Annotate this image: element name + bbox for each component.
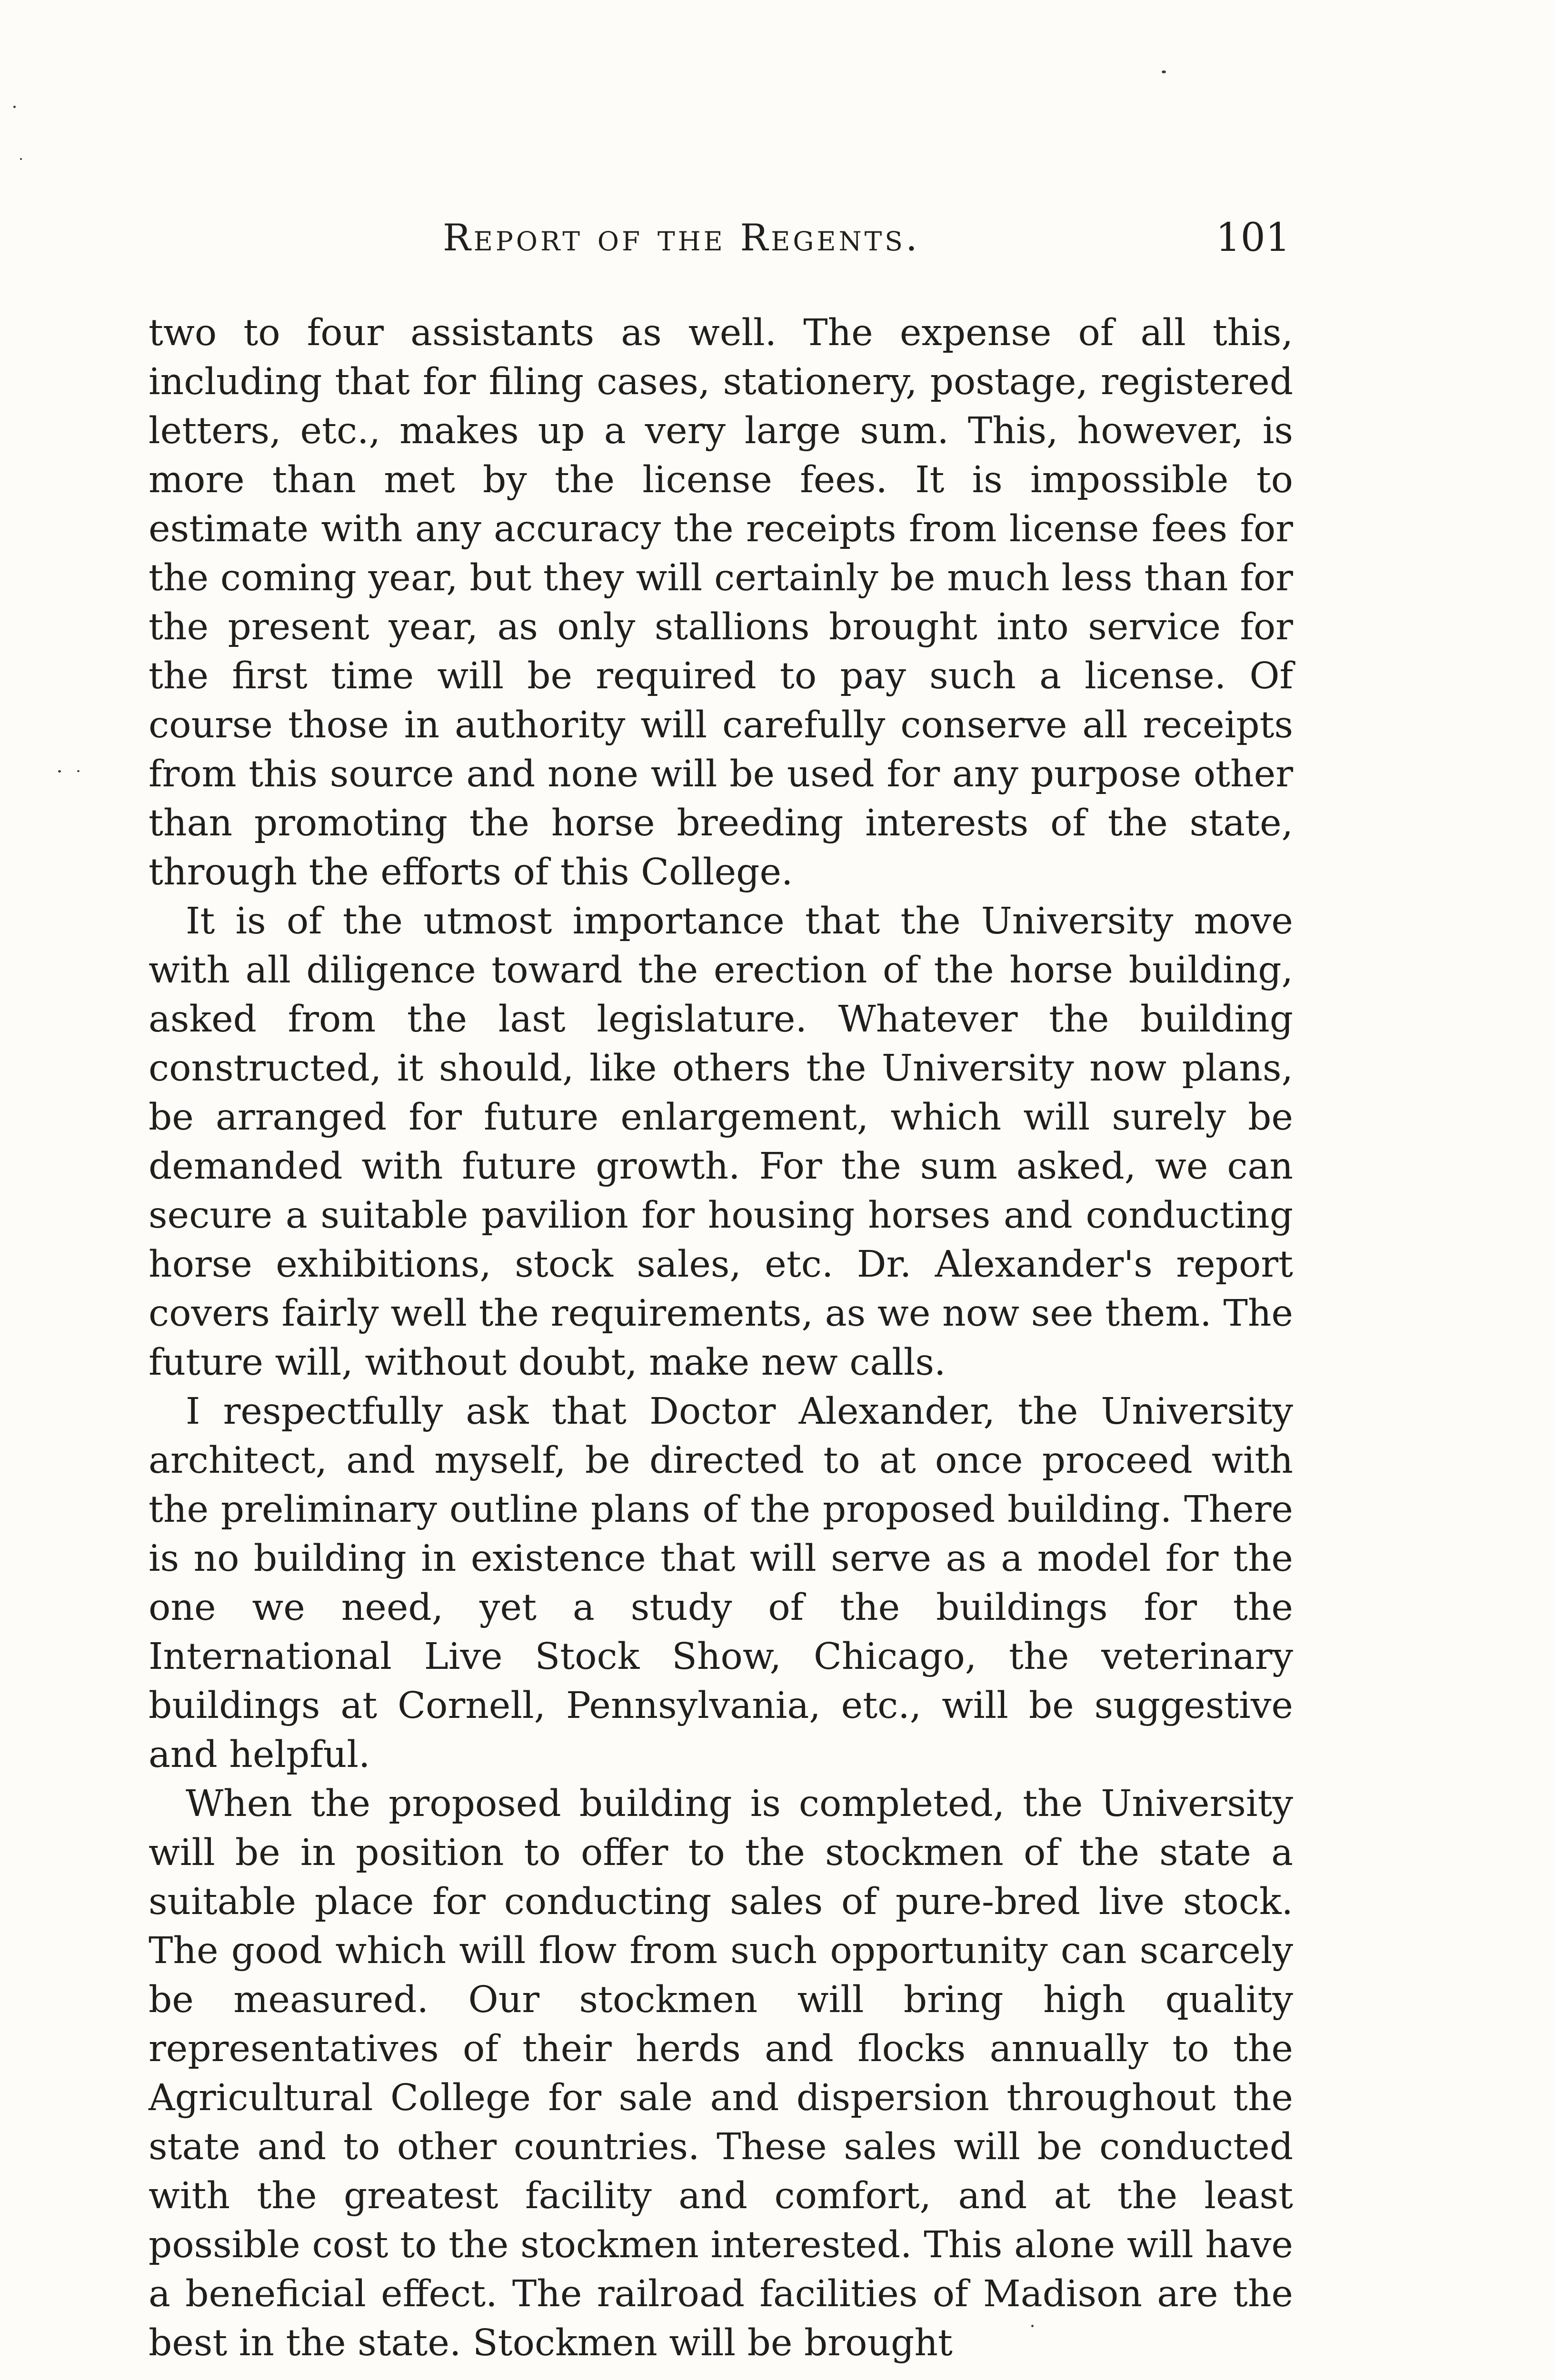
body-text <box>149 308 1293 2368</box>
running-header <box>152 209 1290 267</box>
scan-speck <box>13 106 16 108</box>
scan-speck <box>1162 70 1166 73</box>
scan-speck <box>1031 2325 1034 2327</box>
paragraph-3: I respectfully ask that Doctor Alexander, the University architect, and myself, be directed to at once proceed with the preliminary outline plans of the proposed building. There is no building in existence that will serve as a model for the one we need, yet a study of the buildings for the International Live Stock Show, Chicago, the veterinary buildings at Cornell, Pennsylvania, etc., will be suggestive and helpful. <box>149 1390 1293 1776</box>
paragraph-1: two to four assistants as well. The expense of all this, including that for filing cases, stationery, postage, registered letters, etc., makes up a very large sum. This, however, is more than met by the license fees. It is impossible to estimate with any accuracy the receipts from license fees for the coming year, but they will certainly be much less than for the present year, as only stallions brought into service for the first time will be required to pay such a license. Of course those in authority will carefully conserve all receipts from this source and none will be used for any purpose other than promoting the horse breeding interests of the state, through the efforts of this College. <box>149 312 1293 893</box>
paragraph-2: It is of the utmost importance that the University move with all diligence toward the erection of the horse building, asked from the last legislature. Whatever the building constructed, it should, like others the University now plans, be arranged for future enlargement, which will surely be demanded with future growth. For the sum asked, we can secure a suitable pavilion for housing horses and conducting horse exhibitions, stock sales, etc. Dr. Alexander's report covers fairly well the requirements, as we now see them. The future will, without doubt, make new calls. <box>149 900 1293 1384</box>
scan-speck <box>58 770 61 773</box>
paragraph-4: When the proposed building is completed, the University will be in position to offer to the stockmen of the state a suitable place for conducting sales of pure-bred live stock. The good which will flow from such opportunity can scarcely be measured. Our stockmen will bring high quality representatives of their herds and flocks annually to the Agricultural College for sale and dispersion throughout the state and to other countries. These sales will be conducted with the greatest facility and comfort, and at the least possible cost to the stockmen interested. This alone will have a beneficial effect. The railroad facilities of Madison are the best in the state. Stockmen will be brought <box>149 1783 1293 2364</box>
running-title: Report of the Regents. <box>443 217 920 259</box>
scan-speck <box>20 158 22 160</box>
scan-speck <box>77 770 80 772</box>
page-number: 101 <box>1215 215 1290 260</box>
